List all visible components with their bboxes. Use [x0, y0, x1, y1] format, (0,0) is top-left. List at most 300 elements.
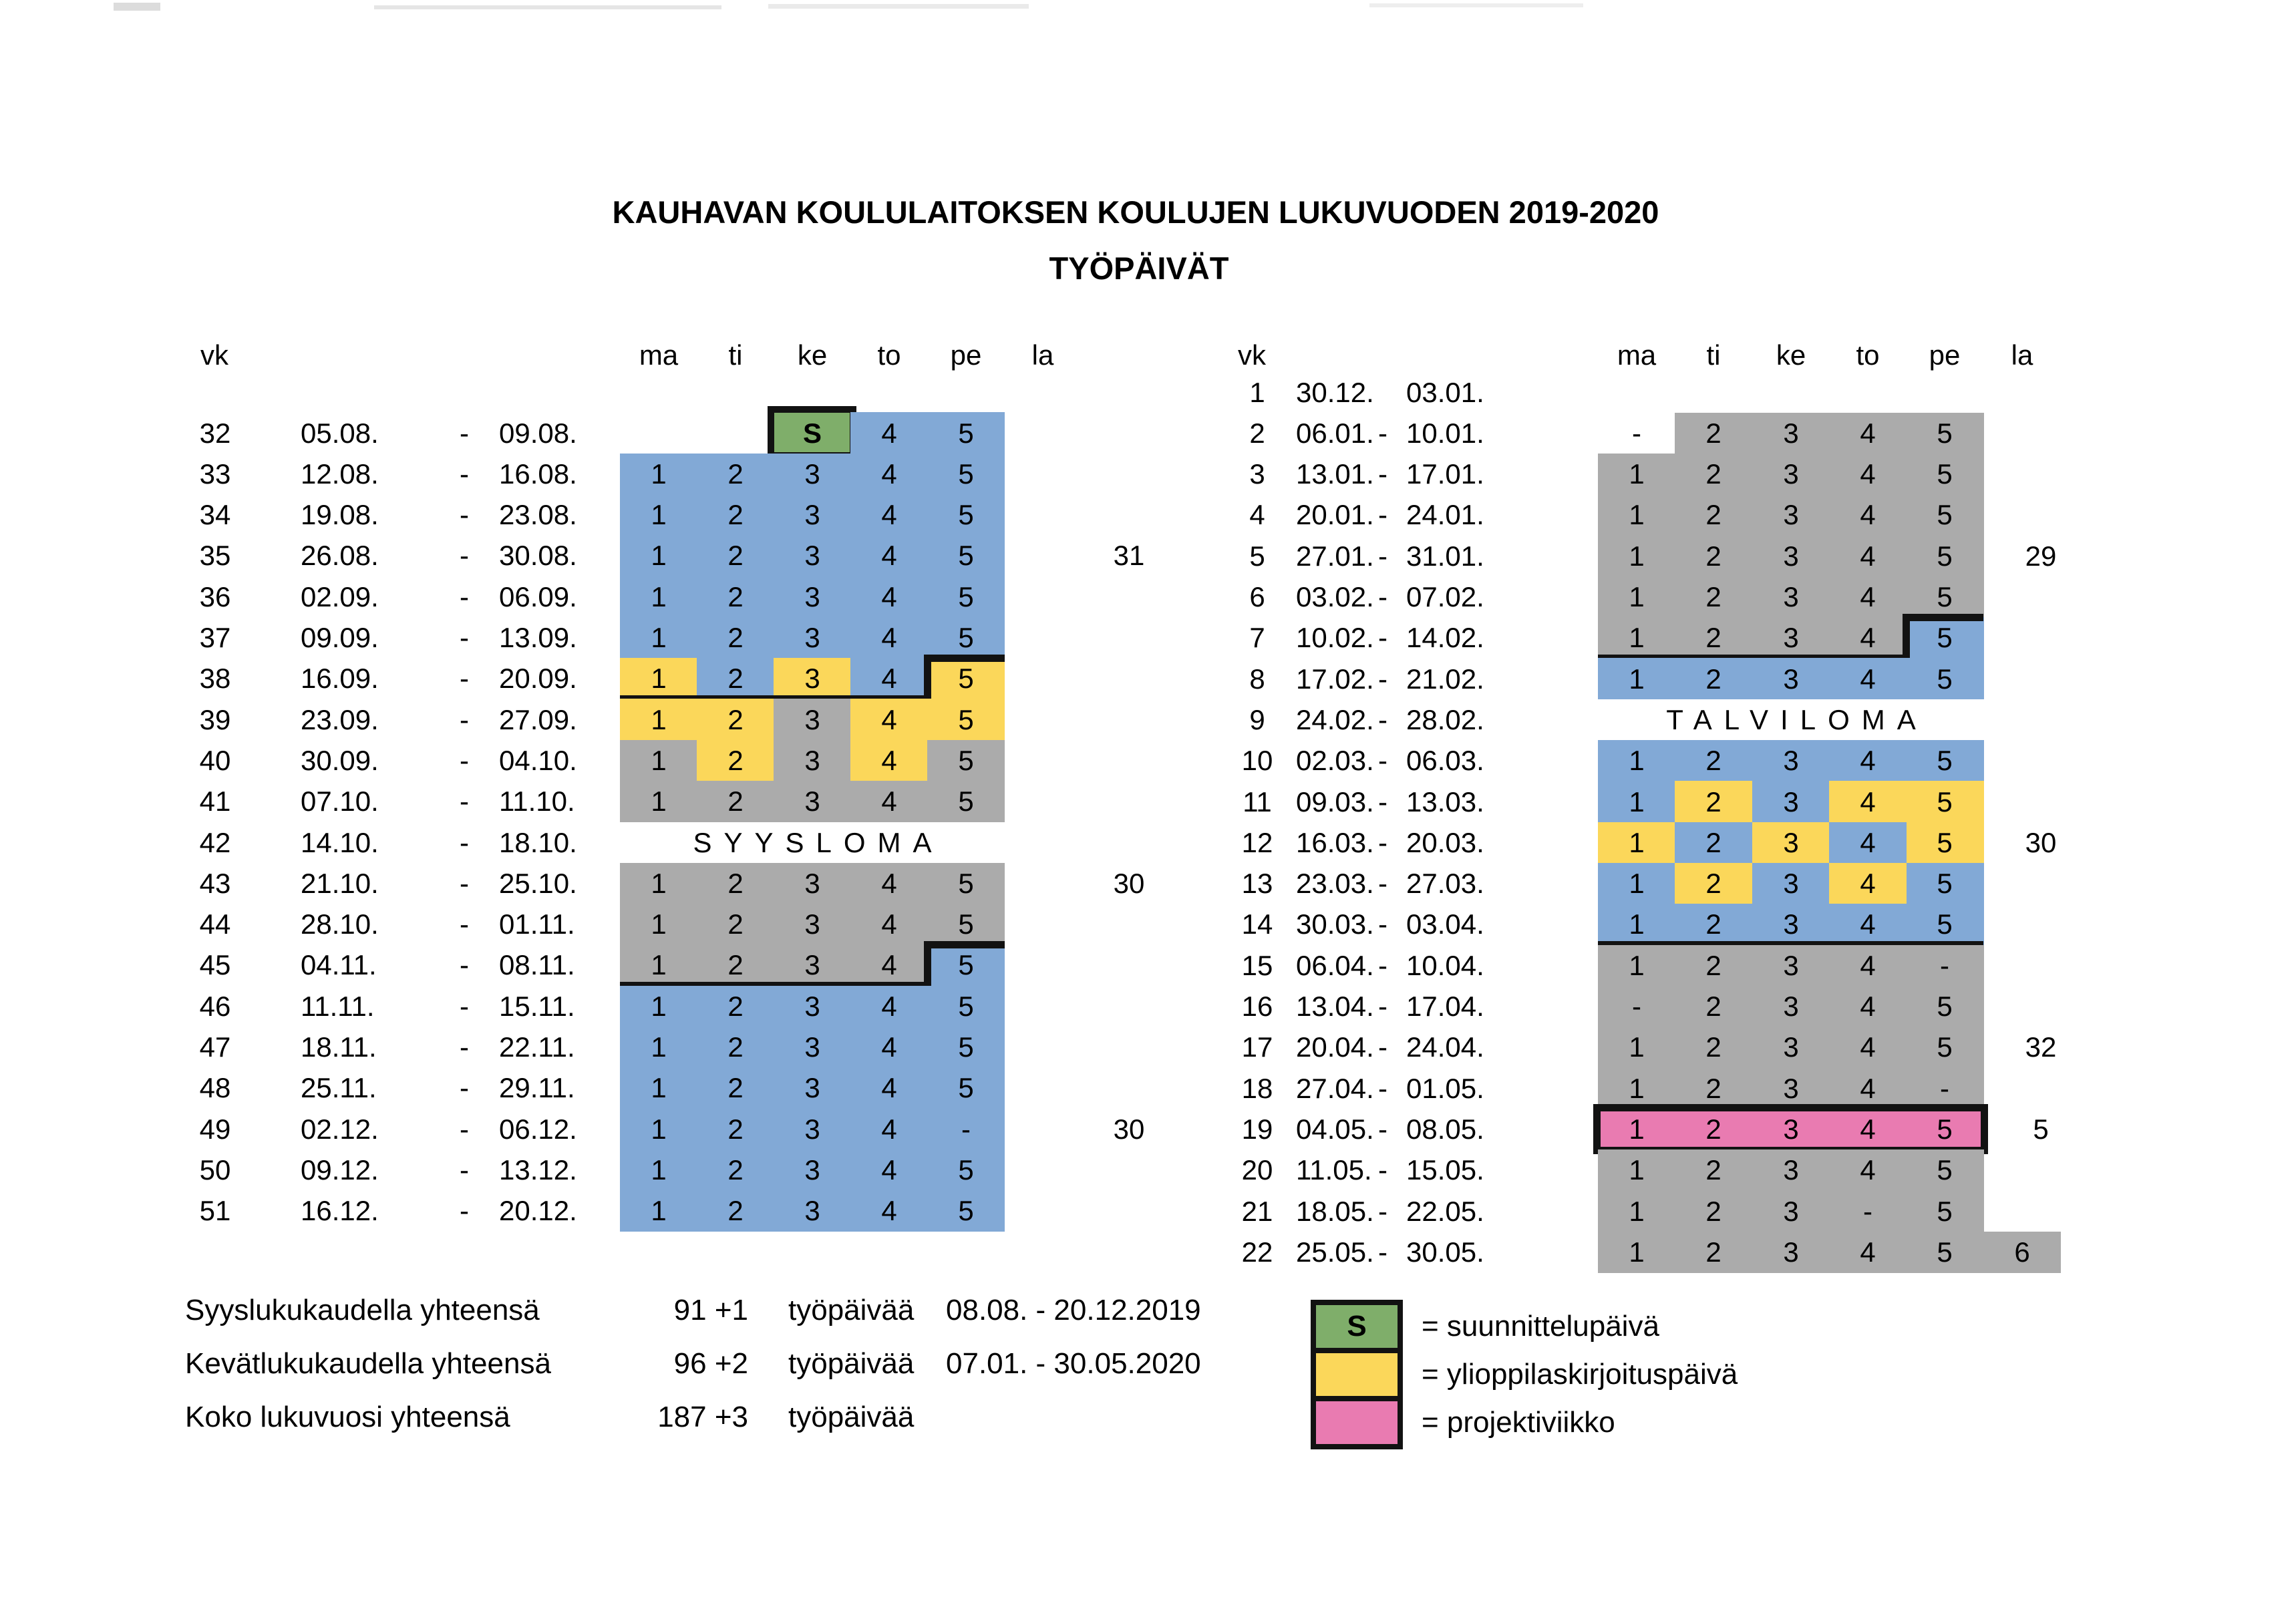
- week-number: 20: [1241, 1154, 1273, 1186]
- date-dash: -: [1378, 1154, 1387, 1186]
- day-cell-number: 1: [1629, 1236, 1645, 1268]
- date-dash: -: [1378, 1236, 1387, 1268]
- date-dash: -: [1378, 991, 1387, 1022]
- day-cell-number: 1: [651, 1195, 667, 1226]
- date-dash: -: [1378, 581, 1387, 612]
- date-dash: -: [1378, 745, 1387, 776]
- day-cell-number: 2: [727, 581, 744, 612]
- week-number: 8: [1249, 663, 1265, 695]
- date-range-end: 06.09.: [499, 581, 577, 612]
- cumulative-days-annotation: 29: [2025, 540, 2057, 572]
- date-dash: -: [460, 499, 469, 530]
- day-cell-number: 4: [1860, 1113, 1876, 1145]
- day-cell-number: 5: [958, 868, 974, 899]
- day-cell-number: 1: [651, 949, 667, 980]
- day-cell-number: 5: [1937, 499, 1953, 530]
- day-cell-number: 2: [1705, 1154, 1721, 1186]
- day-cell-number: S: [802, 417, 822, 449]
- date-range-end: 13.12.: [499, 1154, 577, 1186]
- date-dash: -: [1378, 458, 1387, 490]
- day-cell-number: 2: [1705, 1236, 1721, 1268]
- date-range-end: 20.09.: [499, 663, 577, 694]
- day-cell-number: 4: [1860, 950, 1876, 981]
- date-range-start: 25.11.: [301, 1072, 377, 1103]
- week-number: 2: [1249, 417, 1265, 449]
- day-cell-number: 1: [1629, 1031, 1645, 1063]
- date-range-end: 14.02.: [1406, 622, 1484, 653]
- day-cell-number: 1: [1629, 1196, 1645, 1227]
- day-cell-number: 4: [1860, 417, 1876, 449]
- legend-swatch-yellow: [1316, 1353, 1398, 1401]
- day-cell-number: 2: [1705, 663, 1721, 695]
- day-cell-number: 3: [1783, 1154, 1799, 1186]
- date-range-start: 20.04.: [1296, 1031, 1374, 1063]
- day-cell-number: 4: [1860, 540, 1876, 572]
- day-cell-number: 5: [1937, 622, 1953, 653]
- day-cell-number: 2: [1705, 786, 1721, 818]
- week-number: 12: [1241, 827, 1273, 858]
- date-dash: -: [460, 1072, 469, 1103]
- date-range-start: 30.12.: [1296, 377, 1374, 408]
- day-cell-number: 3: [804, 785, 820, 817]
- date-range-end: 13.09.: [499, 622, 577, 653]
- date-range-end: 07.02.: [1406, 581, 1484, 612]
- day-cell-number: 4: [881, 1031, 897, 1063]
- week-number: 1: [1249, 377, 1265, 408]
- day-cell-number: 4: [881, 868, 897, 899]
- day-cell-number: 2: [1705, 540, 1721, 572]
- date-range-end: 22.05.: [1406, 1196, 1484, 1227]
- week-number: 35: [199, 540, 231, 571]
- date-dash: -: [460, 1154, 469, 1186]
- day-header-ti: ti: [728, 339, 743, 371]
- week-number: 44: [199, 908, 231, 940]
- date-range-start: 28.10.: [301, 908, 379, 940]
- day-cell-number: 3: [804, 581, 820, 612]
- summary-label: Syyslukukaudella yhteensä: [185, 1294, 540, 1326]
- day-cell-number: 4: [881, 1113, 897, 1145]
- cumulative-days-annotation: 30: [1113, 868, 1145, 899]
- day-cell-number: 1: [1629, 908, 1645, 940]
- week-number: 9: [1249, 704, 1265, 735]
- day-cell-number: 1: [651, 581, 667, 612]
- date-dash: -: [460, 1113, 469, 1145]
- date-range-end: 28.02.: [1406, 704, 1484, 735]
- day-cell-number: 2: [727, 785, 744, 817]
- holiday-label: TALVILOMA: [1666, 704, 1928, 735]
- week-number: 38: [199, 663, 231, 694]
- day-cell-number: 4: [1860, 786, 1876, 818]
- day-cell-number: 3: [1783, 540, 1799, 572]
- scan-artifact: [1369, 3, 1583, 7]
- day-cell-number: 5: [958, 1195, 974, 1226]
- day-cell-number: 5: [958, 1072, 974, 1103]
- period-border-top: [924, 655, 1005, 662]
- day-cell-number: 4: [881, 417, 897, 449]
- week-number: 3: [1249, 458, 1265, 490]
- date-range-end: 03.04.: [1406, 908, 1484, 940]
- day-cell-number: 1: [651, 1072, 667, 1103]
- day-header-ma: ma: [1617, 339, 1657, 371]
- day-cell-number: 4: [1860, 1236, 1876, 1268]
- legend-color-key: [1311, 1300, 1403, 1449]
- week-number: 10: [1241, 745, 1273, 776]
- week-number: 16: [1241, 991, 1273, 1022]
- date-range-start: 16.09.: [301, 663, 379, 694]
- day-cell-number: 3: [1783, 908, 1799, 940]
- week-number: 22: [1241, 1236, 1273, 1268]
- day-cell-number: 3: [1783, 581, 1799, 612]
- date-range-end: 11.10.: [499, 785, 575, 817]
- date-range-start: 30.03.: [1296, 908, 1374, 940]
- date-dash: -: [1378, 827, 1387, 858]
- day-cell-number: 1: [651, 1031, 667, 1063]
- day-cell-number: 1: [1629, 540, 1645, 572]
- date-range-end: 17.01.: [1406, 458, 1484, 490]
- date-range-end: 06.03.: [1406, 745, 1484, 776]
- date-range-start: 18.05.: [1296, 1196, 1374, 1227]
- date-dash: -: [460, 663, 469, 694]
- date-range-end: 08.11.: [499, 949, 575, 980]
- day-cell-number: 2: [1705, 581, 1721, 612]
- day-cell-number: 3: [1783, 991, 1799, 1022]
- date-range-end: 04.10.: [499, 745, 577, 776]
- day-cell-number: 1: [1629, 622, 1645, 653]
- day-cell-number: 4: [881, 458, 897, 490]
- date-range-start: 17.02.: [1296, 663, 1374, 695]
- date-dash: -: [1378, 663, 1387, 695]
- day-cell-number: 2: [727, 499, 744, 530]
- date-range-start: 27.04.: [1296, 1073, 1374, 1104]
- date-range-start: 02.12.: [301, 1113, 379, 1145]
- date-range-start: 13.04.: [1296, 991, 1374, 1022]
- day-cell-number: 1: [651, 1154, 667, 1186]
- day-cell-number: 1: [651, 745, 667, 776]
- date-dash: -: [1378, 1113, 1387, 1145]
- day-cell-number: 4: [1860, 622, 1876, 653]
- day-header-ti: ti: [1706, 339, 1721, 371]
- day-cell-number: 1: [1629, 745, 1645, 776]
- day-cell-number: 1: [1629, 868, 1645, 899]
- day-cell-number: 5: [1937, 991, 1953, 1022]
- day-header-la: la: [1031, 339, 1054, 371]
- day-cell-number: 5: [1937, 908, 1953, 940]
- week-number: 46: [199, 991, 231, 1022]
- date-dash: -: [1378, 868, 1387, 899]
- date-range-end: 10.04.: [1406, 950, 1484, 981]
- date-dash: -: [1378, 1031, 1387, 1063]
- date-range-start: 02.03.: [1296, 745, 1374, 776]
- day-header-ke: ke: [1776, 339, 1806, 371]
- day-cell-number: 2: [1705, 458, 1721, 490]
- date-range-start: 05.08.: [301, 417, 379, 449]
- day-cell-number: -: [1940, 1073, 1949, 1104]
- day-cell-number: 1: [651, 458, 667, 490]
- day-cell-number: 1: [1629, 581, 1645, 612]
- date-dash: -: [1378, 499, 1387, 530]
- date-range-end: 27.03.: [1406, 868, 1484, 899]
- day-cell-number: -: [1863, 1196, 1872, 1227]
- date-range-end: 23.08.: [499, 499, 577, 530]
- day-cell-number: 3: [804, 949, 820, 980]
- day-cell-number: 3: [804, 704, 820, 735]
- day-cell-number: 1: [651, 785, 667, 817]
- day-cell-number: 2: [1705, 1196, 1721, 1227]
- week-number: 15: [1241, 950, 1273, 981]
- day-cell-number: 3: [1783, 950, 1799, 981]
- date-range-start: 20.01.: [1296, 499, 1374, 530]
- week-number: 42: [199, 827, 231, 858]
- day-cell-number: 1: [651, 540, 667, 571]
- date-dash: -: [1378, 1196, 1387, 1227]
- day-cell-number: 3: [804, 1195, 820, 1226]
- day-cell-number: 5: [958, 704, 974, 735]
- date-dash: -: [460, 540, 469, 571]
- day-cell-number: 3: [804, 908, 820, 940]
- day-cell-number: 3: [804, 991, 820, 1022]
- day-cell-number: 5: [958, 1154, 974, 1186]
- day-header-pe: pe: [1929, 339, 1961, 371]
- date-dash: -: [1378, 704, 1387, 735]
- cumulative-days-annotation: 5: [2033, 1113, 2049, 1145]
- day-cell-number: 2: [727, 745, 744, 776]
- date-dash: -: [460, 991, 469, 1022]
- date-dash: -: [1378, 1073, 1387, 1104]
- week-number: 49: [199, 1113, 231, 1145]
- day-cell-number: 4: [1860, 1031, 1876, 1063]
- day-cell-number: 3: [804, 458, 820, 490]
- day-cell-number: 5: [1937, 663, 1953, 695]
- day-cell-number: 2: [1705, 991, 1721, 1022]
- date-range-start: 12.08.: [301, 458, 379, 490]
- day-cell-number: 2: [727, 540, 744, 571]
- day-cell-number: 5: [958, 622, 974, 653]
- date-range-start: 09.12.: [301, 1154, 379, 1186]
- day-cell-number: 2: [1705, 1031, 1721, 1063]
- date-range-end: 29.11.: [499, 1072, 575, 1103]
- date-range-start: 23.09.: [301, 704, 379, 735]
- date-range-end: 03.01.: [1406, 377, 1484, 408]
- day-cell-number: 4: [881, 622, 897, 653]
- date-range-start: 23.03.: [1296, 868, 1374, 899]
- day-cell-number: 4: [881, 1195, 897, 1226]
- scan-artifact: [114, 3, 160, 11]
- date-range-start: 18.11.: [301, 1031, 377, 1063]
- week-number: 13: [1241, 868, 1273, 899]
- day-cell-number: 3: [1783, 1236, 1799, 1268]
- week-number: 14: [1241, 908, 1273, 940]
- date-range-start: 04.05.: [1296, 1113, 1374, 1145]
- day-cell-number: 2: [1705, 745, 1721, 776]
- day-cell-number: 2: [727, 1154, 744, 1186]
- day-cell-number: 2: [727, 1072, 744, 1103]
- day-cell-number: 1: [651, 908, 667, 940]
- date-range-end: 01.05.: [1406, 1073, 1484, 1104]
- date-range-start: 21.10.: [301, 868, 379, 899]
- day-cell-number: 2: [727, 622, 744, 653]
- day-cell-number: 5: [1937, 1113, 1953, 1145]
- date-range-start: 02.09.: [301, 581, 379, 612]
- date-dash: -: [460, 785, 469, 817]
- day-cell-number: 4: [881, 704, 897, 735]
- date-dash: -: [1378, 417, 1387, 449]
- week-number: 39: [199, 704, 231, 735]
- day-cell-number: 1: [1629, 458, 1645, 490]
- day-cell-number: 3: [1783, 1073, 1799, 1104]
- summary-count: 96 +2: [673, 1347, 748, 1380]
- day-cell-number: 3: [804, 1154, 820, 1186]
- week-number: 40: [199, 745, 231, 776]
- date-range-start: 11.11.: [301, 991, 375, 1022]
- date-range-end: 30.05.: [1406, 1236, 1484, 1268]
- scan-artifact: [374, 5, 721, 9]
- day-cell-number: 3: [804, 540, 820, 571]
- day-cell-number: 1: [651, 499, 667, 530]
- week-number: 5: [1249, 540, 1265, 572]
- day-cell-number: 2: [727, 663, 744, 694]
- summary-date-range: 08.08. - 20.12.2019: [946, 1294, 1201, 1326]
- day-cell-number: 3: [1783, 622, 1799, 653]
- date-range-end: 13.03.: [1406, 786, 1484, 818]
- day-cell-number: 4: [881, 908, 897, 940]
- date-range-end: 20.12.: [499, 1195, 577, 1226]
- week-number: 21: [1241, 1196, 1273, 1227]
- week-number: 6: [1249, 581, 1265, 612]
- day-cell-number: 5: [1937, 1154, 1953, 1186]
- day-cell-number: 3: [804, 1031, 820, 1063]
- day-cell-number: 5: [958, 458, 974, 490]
- day-cell-number: 1: [1629, 1154, 1645, 1186]
- day-cell-number: 6: [2014, 1236, 2030, 1268]
- day-cell-number: 1: [1629, 1073, 1645, 1104]
- summary-count: 91 +1: [673, 1294, 748, 1326]
- day-cell-number: 5: [1937, 1236, 1953, 1268]
- week-number: 33: [199, 458, 231, 490]
- day-cell-number: 5: [958, 991, 974, 1022]
- day-header-to: to: [1856, 339, 1880, 371]
- date-range-start: 14.10.: [301, 827, 379, 858]
- day-cell-number: 4: [1860, 1073, 1876, 1104]
- week-number: 18: [1241, 1073, 1273, 1104]
- date-range-end: 30.08.: [499, 540, 577, 571]
- day-cell-number: 3: [1783, 499, 1799, 530]
- date-range-start: 27.01.: [1296, 540, 1374, 572]
- day-cell-number: 5: [958, 949, 974, 980]
- date-dash: -: [460, 458, 469, 490]
- day-cell-number: 5: [958, 745, 974, 776]
- date-dash: -: [460, 1195, 469, 1226]
- day-cell-number: 3: [1783, 458, 1799, 490]
- day-cell-number: 2: [1705, 417, 1721, 449]
- week-number: 50: [199, 1154, 231, 1186]
- date-range-end: 24.04.: [1406, 1031, 1484, 1063]
- day-cell-number: 2: [727, 868, 744, 899]
- day-cell-number: 2: [1705, 908, 1721, 940]
- week-number: 45: [199, 949, 231, 980]
- day-cell-number: 3: [804, 1072, 820, 1103]
- day-cell-number: 5: [1937, 417, 1953, 449]
- day-cell-number: 5: [1937, 1196, 1953, 1227]
- day-cell-number: 2: [727, 908, 744, 940]
- day-cell-number: 4: [1860, 868, 1876, 899]
- date-range-start: 07.10.: [301, 785, 379, 817]
- day-cell-number: 4: [881, 1154, 897, 1186]
- day-cell-number: 2: [1705, 1113, 1721, 1145]
- day-cell-number: 4: [881, 499, 897, 530]
- date-dash: -: [460, 704, 469, 735]
- day-cell-number: 3: [1783, 745, 1799, 776]
- day-cell-number: 4: [1860, 908, 1876, 940]
- day-cell-number: 2: [727, 1031, 744, 1063]
- day-cell-number: 5: [1937, 868, 1953, 899]
- summary-date-range: 07.01. - 30.05.2020: [946, 1347, 1201, 1380]
- week-number: 17: [1241, 1031, 1273, 1063]
- week-number: 41: [199, 785, 231, 817]
- day-header-la: la: [2011, 339, 2033, 371]
- legend-item-label: = ylioppilaskirjoituspäivä: [1422, 1358, 1738, 1391]
- day-cell-number: -: [961, 1113, 971, 1145]
- day-cell-number: 5: [958, 417, 974, 449]
- day-cell-number: 4: [1860, 663, 1876, 695]
- date-range-start: 25.05.: [1296, 1236, 1374, 1268]
- legend-swatch-green: [1316, 1305, 1398, 1353]
- day-cell-number: 4: [1860, 499, 1876, 530]
- date-range-start: 11.05.: [1296, 1154, 1372, 1186]
- day-cell-number: 3: [804, 1113, 820, 1145]
- week-number: 19: [1241, 1113, 1273, 1145]
- day-cell-number: 3: [1783, 786, 1799, 818]
- date-range-end: 15.05.: [1406, 1154, 1484, 1186]
- day-cell-number: 5: [1937, 458, 1953, 490]
- day-cell-number: 2: [1705, 622, 1721, 653]
- day-cell-number: 3: [1783, 663, 1799, 695]
- week-number: 11: [1243, 786, 1272, 818]
- day-cell-number: 1: [1629, 499, 1645, 530]
- day-cell-number: -: [1632, 417, 1641, 449]
- day-cell-number: 1: [651, 868, 667, 899]
- day-cell-number: 1: [1629, 663, 1645, 695]
- date-range-start: 06.04.: [1296, 950, 1374, 981]
- day-cell-number: 5: [958, 908, 974, 940]
- day-cell-number: 2: [727, 458, 744, 490]
- day-cell-number: 2: [1705, 827, 1721, 858]
- period-border-top: [1903, 614, 1983, 621]
- date-range-end: 01.11.: [499, 908, 575, 940]
- date-dash: -: [460, 949, 469, 980]
- date-range-end: 27.09.: [499, 704, 577, 735]
- project-week-border: [1593, 1104, 1988, 1154]
- day-cell-number: 4: [881, 785, 897, 817]
- date-range-start: 30.09.: [301, 745, 379, 776]
- date-range-end: 15.11.: [499, 991, 575, 1022]
- day-cell-number: 1: [651, 704, 667, 735]
- day-cell-number: 5: [1937, 786, 1953, 818]
- day-cell-number: 4: [1860, 991, 1876, 1022]
- scan-artifact: [768, 4, 1029, 9]
- summary-count: 187 +3: [657, 1401, 748, 1433]
- day-cell-number: 4: [881, 745, 897, 776]
- planning-day-cell-border: [768, 406, 856, 459]
- day-cell-number: 3: [1783, 868, 1799, 899]
- week-number: 51: [199, 1195, 231, 1226]
- date-range-start: 16.03.: [1296, 827, 1374, 858]
- day-cell-number: 5: [1937, 745, 1953, 776]
- week-number: 32: [199, 417, 231, 449]
- date-dash: -: [460, 581, 469, 612]
- date-dash: -: [1378, 540, 1387, 572]
- date-range-end: 10.01.: [1406, 417, 1484, 449]
- day-cell-number: 1: [651, 663, 667, 694]
